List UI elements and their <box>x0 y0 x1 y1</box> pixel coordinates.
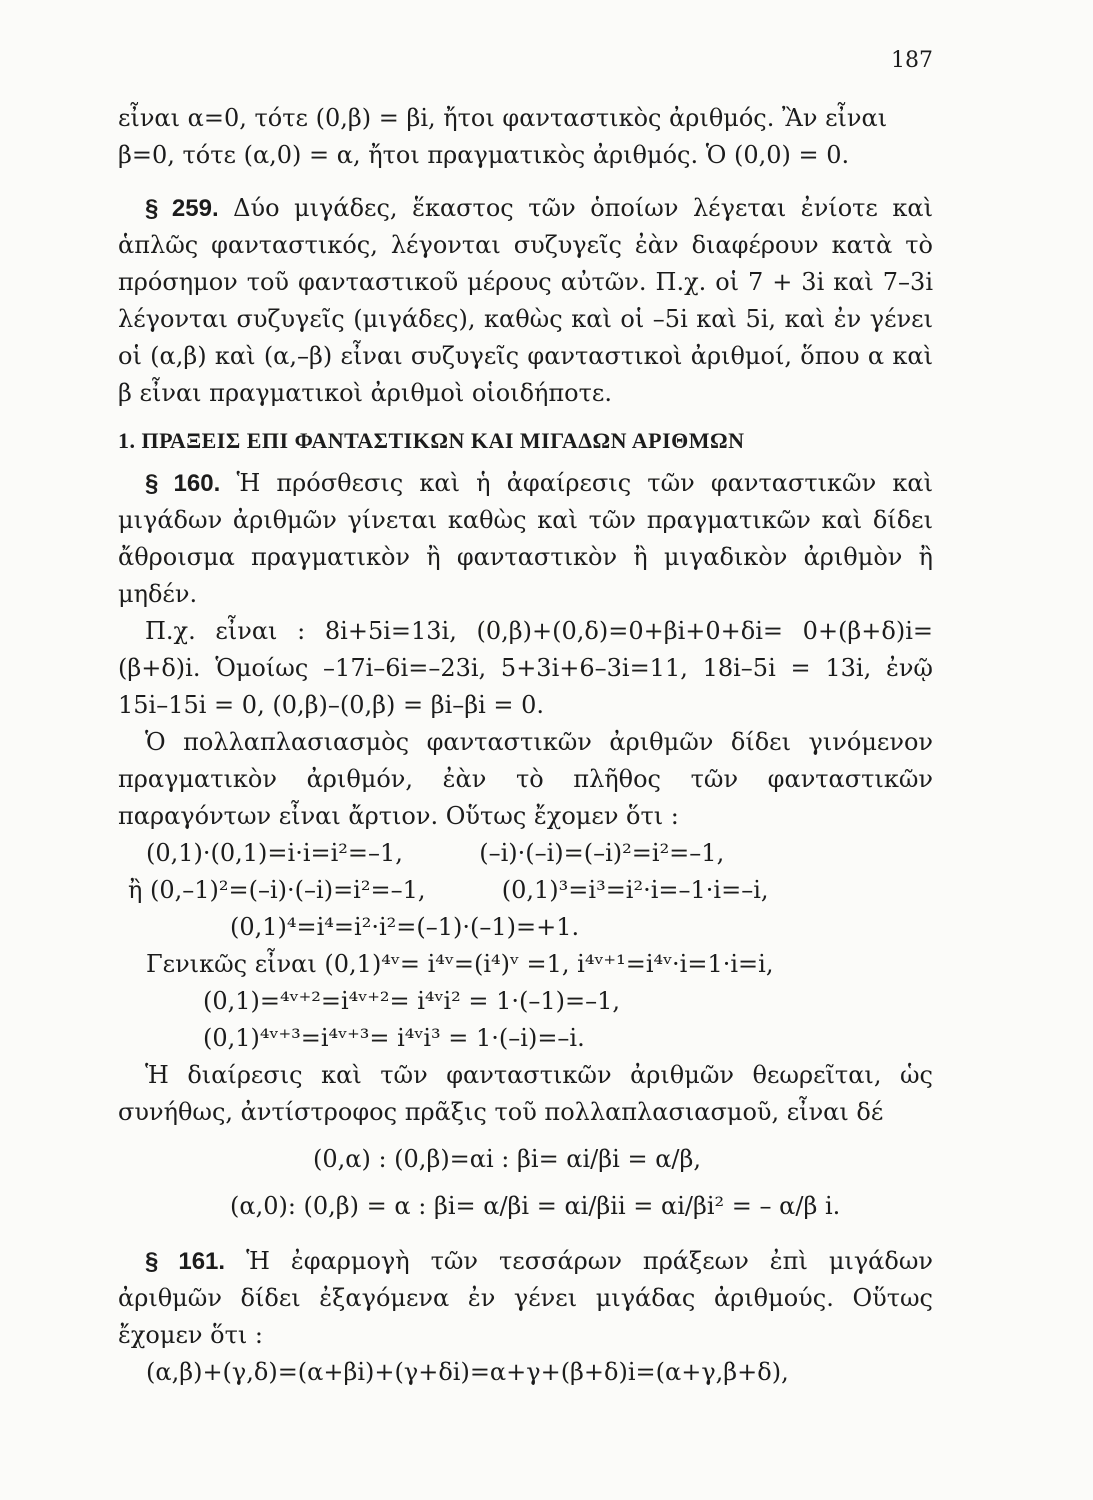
chapter-heading: 1. ΠΡΑΞΕΙΣ ΕΠΙ ΦΑΝΤΑΣΤΙΚΩΝ ΚΑΙ ΜΙΓΑΔΩΝ ΑΡΙΘΜΩΝ <box>118 428 745 453</box>
intro-line-2: β=0, τότε (α,0) = α, ἤτοι πραγματικὸς ἀριθμός. Ὁ (0,0) = 0. <box>118 141 850 169</box>
equation-line: (0,1)⁴=i⁴=i²·i²=(–1)·(–1)=+1. <box>230 913 580 941</box>
division-equation-2: (α,0): (0,β) = α : βi= α/βi = αi/βii = αi/βi² = – α/β i. <box>230 1192 841 1220</box>
equation-line: ἢ (0,–1)²=(–i)·(–i)=i²=–1, (0,1)³=i³=i²·i=–1·i=–i, <box>128 876 769 904</box>
section-160-number: § 160. <box>145 470 221 497</box>
equation-line: (0,1)·(0,1)=i·i=i²=–1, (–i)·(–i)=(–i)²=i²=–1, <box>146 839 725 867</box>
addition-example: Π.χ. εἶναι : 8i+5i=13i, (0,β)+(0,δ)=0+βi+0+δi= 0+(β+δ)i=(β+δ)i. Ὁμοίως –17i–6i=–23i, 5+3i+6–3i=11, 18i–5i = 13i, ἐνῷ 15i–15i = 0, (0,β)–(0,β) = βi–βi = 0. <box>118 617 933 719</box>
equation-line: Γενικῶς εἶναι (0,1)⁴ᵛ= i⁴ᵛ=(i⁴)ᵛ =1, i⁴ᵛ⁺¹=i⁴ᵛ·i=1·i=i, <box>146 950 774 978</box>
section-259-text: Δύο μιγάδες, ἕκαστος τῶν ὁποίων λέγεται ἐνίοτε καὶ ἁπλῶς φανταστικός, λέγονται συζυγεῖς ἐὰν διαφέρουν κατὰ τὸ πρόσημον τοῦ φανταστικοῦ μέρους αὐτῶν. Π.χ. οἱ 7 + 3i καὶ 7–3i λέγονται συζυγεῖς (μιγάδες), καθὼς καὶ οἱ –5i καὶ 5i, καὶ ἐν γένει οἱ (α,β) καὶ (α,–β) εἶναι συζυγεῖς φανταστικοὶ ἀριθμοί, ὅπου α καὶ β εἶναι πραγματικοὶ ἀριθμοὶ οἱοιδήποτε. <box>118 194 933 407</box>
page-number: 187 <box>891 48 933 73</box>
section-161 <box>118 1243 933 1354</box>
section-161-number: § 161. <box>145 1248 226 1275</box>
section-259 <box>118 190 933 412</box>
intro-line-1: εἶναι α=0, τότε (0,β) = βi, ἤτοι φανταστικὸς ἀριθμός. Ἂν εἶναι <box>118 104 888 132</box>
final-equation: (α,β)+(γ,δ)=(α+βi)+(γ+δi)=α+γ+(β+δ)i=(α+γ,β+δ), <box>146 1358 789 1386</box>
section-160-text: Ἡ πρόσθεσις καὶ ἡ ἀφαίρεσις τῶν φανταστικῶν καὶ μιγάδων ἀριθμῶν γίνεται καθὼς καὶ τῶν πραγματικῶν καὶ δίδει ἄθροισμα πραγματικὸν ἢ φανταστικὸν ἢ μιγαδικὸν ἀριθμὸν ἢ μηδέν. <box>118 469 933 608</box>
section-259-number: § 259. <box>145 195 219 222</box>
division-text: Ἡ διαίρεσις καὶ τῶν φανταστικῶν ἀριθμῶν θεωρεῖται, ὡς συνήθως, ἀντίστροφος πρᾶξις τοῦ πολλαπλασιασμοῦ, εἶναι δέ <box>118 1061 933 1126</box>
page-content <box>118 100 933 1391</box>
section-161-text: Ἡ ἐφαρμογὴ τῶν τεσσάρων πράξεων ἐπὶ μιγάδων ἀριθμῶν δίδει ἐξαγόμενα ἐν γένει μιγάδας ἀριθμούς. Οὕτως ἔχομεν ὅτι : <box>118 1247 933 1349</box>
section-160 <box>118 465 933 613</box>
equation-line: (0,1)⁴ᵛ⁺³=i⁴ᵛ⁺³= i⁴ᵛi³ = 1·(–i)=–i. <box>203 1024 585 1052</box>
multiplication-text: Ὁ πολλαπλασιασμὸς φανταστικῶν ἀριθμῶν δίδει γινόμενον πραγματικὸν ἀριθμόν, ἐὰν τὸ πλῆθος τῶν φανταστικῶν παραγόντων εἶναι ἄρτιον. Οὕτως ἔχομεν ὅτι : <box>118 728 933 830</box>
division-equation-1: (0,α) : (0,β)=αi : βi= αi/βi = α/β, <box>313 1145 701 1173</box>
equation-line: (0,1)=⁴ᵛ⁺²=i⁴ᵛ⁺²= i⁴ᵛi² = 1·(–1)=–1, <box>203 987 621 1015</box>
